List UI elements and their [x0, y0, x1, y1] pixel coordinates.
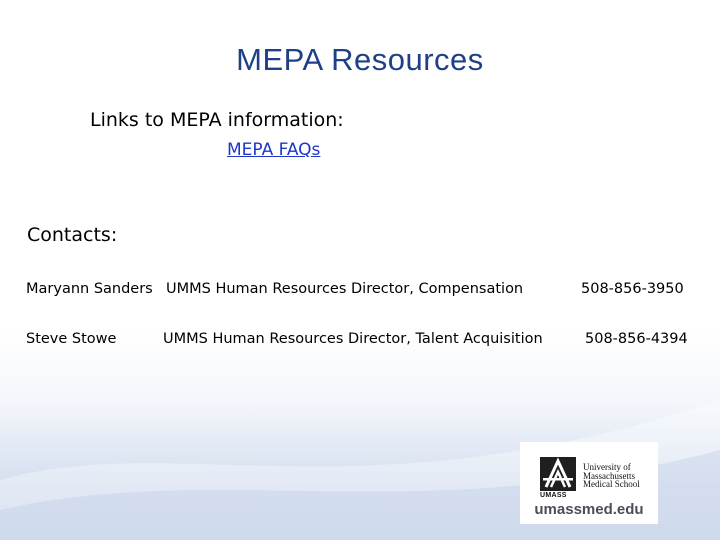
logo-umass-text: UMASS	[540, 492, 567, 499]
umass-medical-logo	[520, 442, 658, 524]
links-label: Links to MEPA information:	[90, 109, 344, 131]
contact-role: UMMS Human Resources Director, Talent Acquisition	[163, 331, 543, 347]
logo-university-text: University of Massachusetts Medical School	[583, 462, 640, 489]
logo-url: umassmed.edu	[534, 501, 644, 518]
contact-phone: 508-856-4394	[585, 331, 688, 347]
contact-name: Steve Stowe	[26, 331, 117, 347]
contacts-heading: Contacts:	[27, 224, 118, 246]
mepa-faqs-link[interactable]: MEPA FAQs	[227, 140, 321, 160]
contact-role: UMMS Human Resources Director, Compensation	[166, 281, 524, 297]
contact-phone: 508-856-3950	[581, 281, 684, 297]
slide-title: MEPA Resources	[236, 42, 484, 77]
umass-shield-icon	[540, 457, 576, 491]
contact-name: Maryann Sanders	[26, 281, 153, 297]
